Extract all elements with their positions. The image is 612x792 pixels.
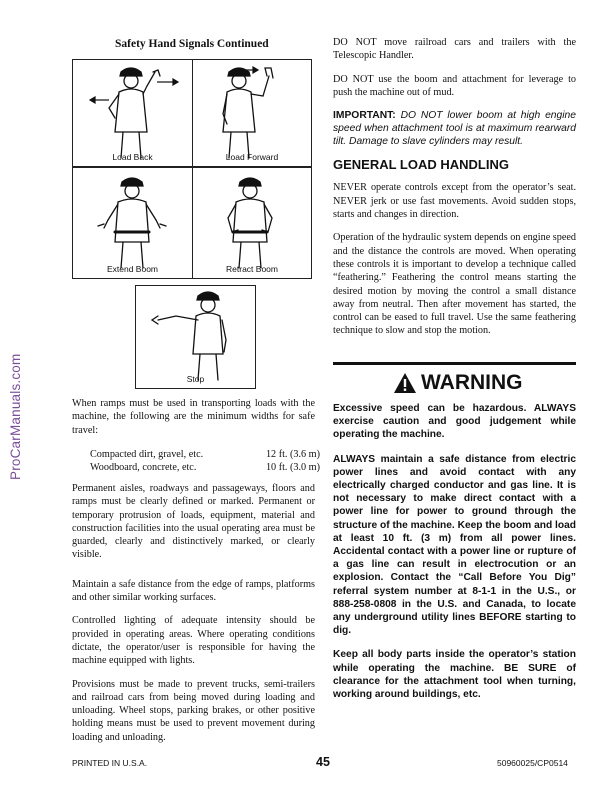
warning-paragraph: Keep all body parts inside the operator’s station while operating the machine. BE SURE of clearance for the attachment tool when turning, working around buildings, etc. bbox=[333, 649, 576, 701]
paragraph: Provisions must be made to prevent trucks, semi-trailers and railroad cars from being moved during loading and unloading. Wheel stops, parking brakes, or other positive holding means must be used to prevent movement during loading and unloading. bbox=[72, 678, 315, 743]
divider bbox=[333, 362, 576, 365]
paragraph: Operation of the hydraulic system depends on engine speed and the distance the controls are moved. When operating these controls it is important to develop a technique called “feathering.” Feathering the control means starting the desired motion by moving the control a small distance away from neutral. Then after movement has started, the control can be eased to full travel. Use the same feathering technique to slow and stop the motion. bbox=[333, 232, 576, 337]
retract-boom-figure bbox=[193, 168, 311, 278]
load-back-figure bbox=[73, 60, 192, 166]
warning-header bbox=[333, 372, 576, 396]
right-column bbox=[333, 36, 576, 348]
stop-figure bbox=[136, 286, 255, 388]
load-forward-figure bbox=[193, 60, 311, 166]
left-column-top bbox=[72, 397, 315, 447]
warning-text bbox=[333, 402, 576, 712]
signal-caption: Stop bbox=[186, 374, 205, 384]
signal-extend-boom bbox=[72, 167, 193, 279]
important-label: IMPORTANT: bbox=[333, 110, 396, 122]
warning-triangle-icon bbox=[393, 372, 417, 394]
signal-stop bbox=[135, 285, 256, 389]
ramps-intro: When ramps must be used in transporting loads with the machine, the following are the minimum widths for safe travel: bbox=[72, 398, 315, 436]
paragraph: Maintain a safe distance from the edge of ramps, platforms and other similar working surfaces. bbox=[72, 578, 315, 604]
watermark: ProCarManuals.com bbox=[8, 353, 23, 480]
signal-caption: Load Forward bbox=[225, 152, 279, 162]
important-text: DO NOT lower boom at high engine speed when attachment tool is at maximum rearward tilt. Damage to slave cylinders may result. bbox=[333, 110, 576, 148]
signal-load-back bbox=[72, 59, 193, 167]
width-value: 10 ft. (3.0 m) bbox=[265, 462, 320, 474]
section-title: Safety Hand Signals Continued bbox=[115, 38, 269, 50]
paragraph: DO NOT move railroad cars and trailers with the Telescopic Handler. bbox=[333, 37, 576, 62]
important-note bbox=[333, 109, 576, 148]
footer-left: PRINTED IN U.S.A. bbox=[72, 758, 148, 768]
paragraph: Permanent aisles, roadways and passageways, floors and ramps must be clearly defined or marked. Permanent or temporary protrusion of loads, equipment, material and construction facilities into the usual operating area must be guarded, clearly and distinctively marked, or clearly visible. bbox=[72, 483, 315, 561]
signal-caption: Load Back bbox=[112, 152, 153, 162]
warning-paragraph: Excessive speed can be hazardous. ALWAYS exercise caution and good judgement while operating the machine. bbox=[333, 403, 576, 441]
paragraph: Controlled lighting of adequate intensity should be provided in operating areas. Where operating conditions dictate, the operator/user is responsible for having the machine equipped with lights. bbox=[72, 615, 315, 667]
warning-title: WARNING bbox=[421, 371, 523, 394]
paragraph: DO NOT use the boom and attachment for leverage to push the machine out of mud. bbox=[333, 73, 576, 98]
left-column-body bbox=[72, 482, 315, 754]
signal-caption: Extend Boom bbox=[106, 264, 159, 274]
ramp-widths-table bbox=[90, 448, 320, 475]
surface-label: Compacted dirt, gravel, etc. bbox=[90, 449, 204, 460]
signal-caption: Retract Boom bbox=[226, 264, 278, 274]
warning-paragraph: ALWAYS maintain a safe distance from electric power lines and avoid contact with any electrically charged conductor and gas line. It is not necessary to make direct contact with a power line for power to ground through the structure of the machine. Keep the boom and load at least 10 ft. (3 m) from all power lines. Accidental contact with a power line or rupture of a gas line can result in electrocution or an explosion. Contact the “Call Before You Dig” referral system number at 8-1-1 in the U.S., or 888-258-0808 in the U.S. and Canada, to locate any underground utility lines BEFORE starting to dig. bbox=[333, 453, 576, 637]
section-heading: GENERAL LOAD HANDLING bbox=[333, 157, 509, 173]
table-row bbox=[90, 448, 320, 461]
page-number: 45 bbox=[316, 755, 330, 769]
signal-retract-boom bbox=[192, 167, 312, 279]
table-row bbox=[90, 461, 320, 474]
surface-label: Woodboard, concrete, etc. bbox=[90, 462, 197, 474]
footer-right: 50960025/CP0514 bbox=[497, 758, 568, 768]
width-value: 12 ft. (3.6 m) bbox=[265, 449, 320, 460]
paragraph: NEVER operate controls except from the operator’s seat. NEVER jerk or use fast movements. Avoid sudden stops, starts and changes in direction. bbox=[333, 182, 576, 221]
signal-load-forward bbox=[192, 59, 312, 167]
extend-boom-figure bbox=[73, 168, 192, 278]
